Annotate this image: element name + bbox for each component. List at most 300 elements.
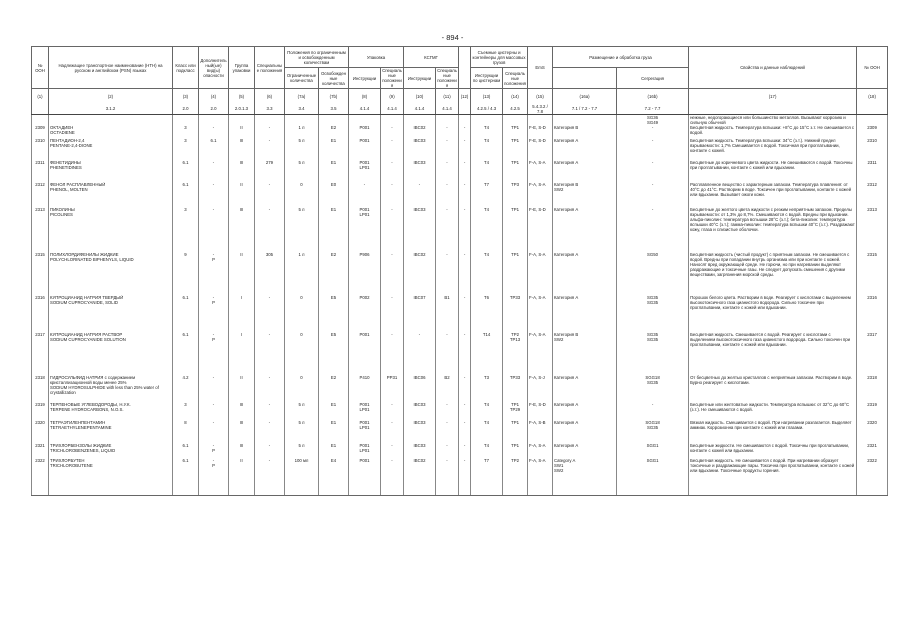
substance-name (49, 125, 173, 138)
ems-cell: F-A, S-A (528, 443, 553, 458)
packing-group-cell: II (229, 252, 255, 295)
un-cell: 2312 (32, 182, 49, 207)
un-cell: 2321 (32, 443, 49, 458)
name-russian: ТЕТРАЭТИЛЕНПЕНТАМИН (50, 420, 106, 425)
segregation-cell: - (617, 138, 689, 160)
subrisk-cell: - (199, 160, 229, 182)
properties-cell: Бесцветная жидкость. Температура вспышки: 34°C (з.т.). Нижний предел взрываемости: 1,7% Смешивается с водой. Токсичная при проглатывании, контакте с кожей. (689, 138, 857, 160)
segregation-cell: SG50 (617, 252, 689, 295)
column-number: (10) (404, 89, 436, 104)
blank-cell: - (459, 182, 471, 207)
header-subrisk: Дополнительный(ые) вид(ы) опасности (199, 47, 229, 89)
column-number: (3) (173, 89, 199, 104)
header-lq: Ограниченные количества (285, 68, 319, 89)
class-cell: 3 (173, 125, 199, 138)
header-pack-sp: Специальные положения (382, 68, 402, 88)
un-right-cell: 2318 (857, 375, 888, 402)
name-russian: ТРИХЛОРБУТЕН (50, 458, 85, 463)
tank-instruction-cell: T4 (471, 125, 503, 138)
excepted-quantity-cell: E4 (319, 458, 349, 495)
excepted-quantity-cell: E1 (319, 138, 349, 160)
ibc-instruction-cell: IBC03 (404, 420, 436, 443)
table-row (32, 182, 888, 207)
header-ibc-instr: Инструкции (404, 68, 436, 89)
properties-cell: Бесцветная жидкость (чистый продукт) с приятным запахом. Не смешивается с водой. Вредны при попадании внутрь организма или при контакте с кожей. Наносят вред окружающей среде. Не горючи, но при нагревании выделяют раздражающие и токсичные газы. Не следует допускать смешения с другими веществами, загрязнения морской среды. (689, 252, 857, 295)
ibc-instruction-cell: IBC03 (404, 443, 436, 458)
column-reference: 2.0 (173, 103, 199, 115)
header-eq: Освобожденные количества (319, 68, 349, 89)
packing-group-cell: II (229, 182, 255, 207)
un-cell: 2318 (32, 375, 49, 402)
un-right-cell: 2313 (857, 207, 888, 252)
table-header (32, 47, 888, 115)
ems-cell: F-A, S-A (528, 160, 553, 182)
un-right-cell: 2311 (857, 160, 888, 182)
header-ibc-group: КСГМГ (404, 47, 459, 68)
column-number: (2) (49, 89, 173, 104)
packing-provision-cell: - (381, 295, 404, 332)
class-cell: 6.1 (173, 182, 199, 207)
tank-instruction-cell: T4 (471, 443, 503, 458)
packing-provision-cell: - (381, 138, 404, 160)
substance-name (49, 295, 173, 332)
properties-cell: Бесцветные до коричневого цвета жидкости. Не смешиваются с водой. Токсичны при проглатывании, контакте с кожей или вдыхании. (689, 160, 857, 182)
properties-cell: Расплавленное вещество с характерным запахом. Температура плавления: от 40°C до 41°C. Растворим в воде. Токсичен при проглатывании, контакте с кожей или вдыхании. Вызывает ожоги кожи. (689, 182, 857, 207)
continuation-properties: нежные, недогорающиеся или большинство металлов. Вызывают коррозию и сильную обычной (689, 115, 857, 126)
segregation-cell: - (617, 402, 689, 420)
name-russian: ТРИХЛОРБЕНЗОЛЫ ЖИДКИЕ (50, 443, 112, 448)
stowage-cell: Категория B (553, 125, 617, 138)
ibc-instruction-cell: IBC03 (404, 160, 436, 182)
column-number: (8) (349, 89, 381, 104)
properties-cell: Бесцветные до желтого цвета жидкости с резким неприятным запахом. Пределы взрываемости: от 1,3% до 8,7%. Смешиваются с водой. Вредны при вдыхании. альфа-пиколин: температура вспышки 28°C (з.т.); бета-пиколин: температура вспышки 40°C (з.т.); гамма-пиколин: температура вспышки 40°C (з.т.). Раздражают кожу, глаза и слизистые оболочки. (689, 207, 857, 252)
packing-group-cell: III (229, 207, 255, 252)
continuation-segregation: SG36 SG49 (617, 115, 689, 126)
column-number: (16b) (617, 89, 689, 104)
ibc-provision-cell: - (436, 160, 459, 182)
limited-quantity-cell: 1 л (285, 125, 319, 138)
ibc-instruction-cell: IBC06 (404, 375, 436, 402)
column-number: (17) (689, 89, 857, 104)
limited-quantity-cell: 5 л (285, 420, 319, 443)
tank-provision-cell: TP33 (503, 295, 528, 332)
column-number: (16a) (553, 89, 617, 104)
tank-instruction-cell: T14 (471, 332, 503, 375)
header-class: Класс или подкласс (173, 47, 199, 89)
column-reference: 4.2.5 / 4.3 (471, 103, 503, 115)
tank-provision-cell: TP1 (503, 125, 528, 138)
name-english: POLYCHLORINATED BIPHENYLS, LIQUID (50, 257, 134, 262)
blank-cell: - (459, 252, 471, 295)
limited-quantity-cell: 5 л (285, 138, 319, 160)
blank-cell: - (459, 138, 471, 160)
ibc-provision-cell: - (436, 458, 459, 495)
tank-provision-cell: TP2 TP13 (503, 332, 528, 375)
class-cell: 6.1 (173, 443, 199, 458)
packing-instruction-cell: P001 LP01 (349, 443, 381, 458)
packing-group-cell: III (229, 443, 255, 458)
ibc-instruction-cell: - (404, 182, 436, 207)
column-number: (7a) (285, 89, 319, 104)
un-right-cell: 2316 (857, 295, 888, 332)
segregation-cell: SGG1 (617, 443, 689, 458)
substance-name (49, 182, 173, 207)
column-number: (13) (471, 89, 503, 104)
column-reference: 4.1.4 (349, 103, 381, 115)
limited-quantity-cell: 0 (285, 295, 319, 332)
class-cell: 6.1 (173, 332, 199, 375)
ibc-instruction-cell: - (404, 332, 436, 375)
table-row (32, 125, 888, 138)
column-reference (857, 103, 888, 115)
tank-provision-cell: TP1 TP29 (503, 402, 528, 420)
name-english: PENTANE-2,4-DIONE (50, 143, 93, 148)
subrisk-cell: 6.1 (199, 138, 229, 160)
packing-provision-cell: - (381, 160, 404, 182)
table-row (32, 458, 888, 495)
name-english: SODIUM HYDROSULPHIDE with less than 25% water of crystallization (50, 385, 159, 395)
blank-cell: - (459, 443, 471, 458)
name-english: SODIUM CUPROCYANIDE SOLUTION (50, 337, 126, 342)
name-russian: ГИДРОСУЛЬФИД НАТРИЯ с содержанием кристаллизационной воды менее 25% (50, 375, 136, 385)
tank-provision-cell: TP3 (503, 182, 528, 207)
tank-instruction-cell: T4 (471, 160, 503, 182)
column-reference: 4.1.4 (381, 103, 404, 115)
un-right-cell: 2312 (857, 182, 888, 207)
subrisk-cell: - (199, 207, 229, 252)
packing-provision-cell: - (381, 125, 404, 138)
stowage-cell: Категория B SW2 (553, 332, 617, 375)
properties-cell: Бесцветная жидкость. Смешивается с водой. Реагирует с кислотами с выделением высокотоксичного газа цианистого водорода. Сильно токсичен при проглатывании, контакте с кожей или вдыхании. (689, 332, 857, 375)
packing-group-cell: III (229, 160, 255, 182)
ems-cell: F-E, S-D (528, 138, 553, 160)
name-english: OCTADIENE (50, 130, 75, 135)
column-number: (4) (199, 89, 229, 104)
name-russian: ТЕРПЕНОВЫЕ УГЛЕВОДОРОДЫ, Н.У.К. (50, 402, 131, 407)
ems-cell: F-E, S-D (528, 207, 553, 252)
ibc-provision-cell: - (436, 138, 459, 160)
segregation-cell: - (617, 207, 689, 252)
packing-instruction-cell: P001 (349, 125, 381, 138)
subrisk-cell: - P (199, 332, 229, 375)
packing-provision-cell: - (381, 252, 404, 295)
blank-cell: - (459, 295, 471, 332)
subrisk-cell: - (199, 125, 229, 138)
column-number: (18) (857, 89, 888, 104)
packing-instruction-cell: - (349, 182, 381, 207)
tank-instruction-cell: T6 (471, 295, 503, 332)
ibc-instruction-cell: IBC03 (404, 402, 436, 420)
packing-instruction-cell: P906 (349, 252, 381, 295)
ems-cell: F-A, S-J (528, 375, 553, 402)
column-reference: 3.4 (285, 103, 319, 115)
segregation-cell: SG35 SG35 (617, 332, 689, 375)
special-provisions-cell: 279 (255, 160, 285, 182)
column-reference: 3.5 (319, 103, 349, 115)
properties-cell: Бесцветная жидкость. Не смешивается с водой. При нагревании образует токсичные и раздражающие пары. Токсична при проглатывании, контакте с кожей или вдыхании. Токсичные продукты горения. (689, 458, 857, 495)
blank-cell: - (459, 125, 471, 138)
header-pack-instr: Инструкции (349, 68, 381, 89)
blank-cell: - (459, 160, 471, 182)
header-limited-quantities-group: Положения по ограниченным и освобожденным количествам (285, 47, 349, 68)
ems-cell: F-E, S-D (528, 402, 553, 420)
packing-provision-cell: - (381, 402, 404, 420)
column-number: (11) (436, 89, 459, 104)
tank-provision-cell: TP1 (503, 138, 528, 160)
ibc-provision-cell: - (436, 420, 459, 443)
blank-cell: - (459, 207, 471, 252)
subrisk-cell: - P (199, 443, 229, 458)
table-row (32, 332, 888, 375)
limited-quantity-cell: 5 л (285, 443, 319, 458)
table-row (32, 402, 888, 420)
segregation-cell: - (617, 160, 689, 182)
substance-name (49, 332, 173, 375)
table-row (32, 252, 888, 295)
header-tank-sp: Специальные положения (503, 68, 528, 89)
packing-group-cell: I (229, 332, 255, 375)
special-provisions-cell: - (255, 443, 285, 458)
table-body (32, 115, 888, 496)
column-reference: 3.3 (255, 103, 285, 115)
class-cell: 3 (173, 402, 199, 420)
name-english: TETRAETHYLENEPENTAMINE (50, 425, 112, 430)
packing-instruction-cell: P001 LP01 (349, 402, 381, 420)
tank-provision-cell: TP1 (503, 443, 528, 458)
substance-name (49, 207, 173, 252)
stowage-cell: Category A SW1 SW2 (553, 458, 617, 495)
class-cell: 9 (173, 252, 199, 295)
name-russian: ПОЛИХЛОРДИФЕНИЛЫ ЖИДКИЕ (50, 252, 119, 257)
un-cell: 2317 (32, 332, 49, 375)
column-reference: 5.4.3.2 / 7.8 (528, 103, 553, 115)
limited-quantity-cell: 0 (285, 182, 319, 207)
un-cell: 2316 (32, 295, 49, 332)
name-english: PICOLINES (50, 212, 73, 217)
header-properties: Свойства и данные наблюдений (689, 47, 857, 89)
un-cell: 2315 (32, 252, 49, 295)
excepted-quantity-cell: E5 (319, 332, 349, 375)
column-number: (6) (255, 89, 285, 104)
subrisk-cell: - P (199, 458, 229, 495)
name-english: PHENOL, MOLTEN (50, 187, 88, 192)
header-stowage-group: Размещение и обработка груза (553, 47, 689, 68)
name-english: TRICHLOROBENZENES, LIQUID (50, 448, 116, 453)
packing-instruction-cell: P001 (349, 332, 381, 375)
un-cell: 2310 (32, 138, 49, 160)
special-provisions-cell: 305 (255, 252, 285, 295)
packing-group-cell: II (229, 458, 255, 495)
segregation-cell: SGG18 SG35 (617, 420, 689, 443)
segregation-cell: SG35 SG35 (617, 295, 689, 332)
un-cell: 2319 (32, 402, 49, 420)
name-english: PHENETIDINES (50, 165, 82, 170)
subrisk-cell: - P (199, 295, 229, 332)
segregation-cell: - (617, 125, 689, 138)
dangerous-goods-list-sheet (31, 46, 882, 618)
stowage-cell: Категория A (553, 252, 617, 295)
limited-quantity-cell: 0 (285, 332, 319, 375)
name-russian: КУПРОЦИАНИД НАТРИЯ ТВЕРДЫЙ (50, 295, 124, 300)
class-cell: 4.2 (173, 375, 199, 402)
ibc-instruction-cell: IBC07 (404, 295, 436, 332)
excepted-quantity-cell: E5 (319, 295, 349, 332)
header-special-provisions: Специальные положения (255, 47, 285, 89)
packing-instruction-cell: P001 LP01 (349, 420, 381, 443)
substance-name (49, 375, 173, 402)
ems-cell: F-E, S-D (528, 125, 553, 138)
packing-instruction-cell: P001 LP01 (349, 160, 381, 182)
ibc-provision-cell: - (436, 252, 459, 295)
stowage-cell: Категория A (553, 420, 617, 443)
class-cell: 3 (173, 138, 199, 160)
un-cell: 2311 (32, 160, 49, 182)
packing-provision-cell: - (381, 207, 404, 252)
header-tank-instr: Инструкции по цистернам (471, 68, 503, 89)
special-provisions-cell: - (255, 420, 285, 443)
subrisk-cell: - (199, 375, 229, 402)
tank-instruction-cell: T4 (471, 138, 503, 160)
column-reference (459, 103, 471, 115)
packing-group-cell: III (229, 420, 255, 443)
limited-quantity-cell: 5 л (285, 402, 319, 420)
column-reference: 2.0.1.3 (229, 103, 255, 115)
un-right-cell: 2309 (857, 125, 888, 138)
column-reference: 2.0 (199, 103, 229, 115)
special-provisions-cell: - (255, 402, 285, 420)
un-cell: 2320 (32, 420, 49, 443)
tank-instruction-cell: T4 (471, 420, 503, 443)
tank-instruction-cell: T7 (471, 458, 503, 495)
column-reference: 4.2.5 (503, 103, 528, 115)
blank-cell: - (459, 375, 471, 402)
tank-instruction-cell: T4 (471, 252, 503, 295)
name-russian: ПИКОЛИНЫ (50, 207, 75, 212)
tank-instruction-cell: T3 (471, 375, 503, 402)
packing-provision-cell: - (381, 458, 404, 495)
properties-cell: Бесцветные или желтоватые жидкости. Температура вспышки: от 32°C до 60°C (з.т.). Не смешиваются с водой. (689, 402, 857, 420)
packing-group-cell: I (229, 295, 255, 332)
ems-cell: F-A, S-B (528, 420, 553, 443)
un-right-cell: 2317 (857, 332, 888, 375)
ibc-provision-cell: - (436, 125, 459, 138)
limited-quantity-cell: 0 (285, 375, 319, 402)
properties-cell: Бесцветные жидкости. Не смешиваются с водой. Токсичны при проглатывании, контакте с кожей или вдыхании. (689, 443, 857, 458)
limited-quantity-cell: 5 л (285, 207, 319, 252)
substance-name (49, 443, 173, 458)
excepted-quantity-cell: E1 (319, 207, 349, 252)
un-right-cell: 2310 (857, 138, 888, 160)
blank-cell: - (459, 332, 471, 375)
segregation-cell: SGG1 (617, 458, 689, 495)
name-russian: ФЕНЕТИДИНЫ (50, 160, 81, 165)
table-row (32, 375, 888, 402)
ems-cell: F-A, S-A (528, 252, 553, 295)
stowage-cell: Категория A (553, 402, 617, 420)
special-provisions-cell: - (255, 458, 285, 495)
excepted-quantity-cell: E2 (319, 375, 349, 402)
special-provisions-cell: - (255, 332, 285, 375)
table-row (32, 207, 888, 252)
column-reference: 7.1 / 7.2 - 7.7 (553, 103, 617, 115)
ibc-instruction-cell: IBC02 (404, 252, 436, 295)
subrisk-cell: - (199, 420, 229, 443)
table-row (32, 138, 888, 160)
limited-quantity-cell: 100 мл (285, 458, 319, 495)
tank-instruction-cell: T4 (471, 402, 503, 420)
class-cell: 8 (173, 420, 199, 443)
ems-cell: F-A, S-A (528, 458, 553, 495)
packing-group-cell: III (229, 402, 255, 420)
properties-cell: Вязкая жидкость. Смешивается с водой. При нагревании разлагается. Выделяет аммиак. Коррозионна при контакте с кожей или глазами. (689, 420, 857, 443)
name-russian: ФЕНОЛ РАСПЛАВЛЕННЫЙ (50, 182, 106, 187)
ibc-instruction-cell: IBC02 (404, 458, 436, 495)
header-packing-group-title: Упаковка (349, 47, 404, 68)
packing-provision-cell: - (381, 420, 404, 443)
tank-instruction-cell: T7 (471, 182, 503, 207)
properties-cell: От бесцветных до желтых кристаллов с неприятным запахом. Растворим в воде. Бурно реагирует с кислотами. (689, 375, 857, 402)
column-number: (12) (459, 89, 471, 104)
tank-provision-cell: TP1 (503, 420, 528, 443)
substance-name (49, 420, 173, 443)
special-provisions-cell: - (255, 182, 285, 207)
ibc-provision-cell: - (436, 182, 459, 207)
name-russian: ОКТАДИЕН (50, 125, 74, 130)
column-reference: 4.1.4 (436, 103, 459, 115)
name-russian: КУПРОЦИАНИД НАТРИЯ РАСТВОР (50, 332, 123, 337)
header-segregation: Сегрегация (617, 68, 689, 89)
packing-group-cell: II (229, 375, 255, 402)
excepted-quantity-cell: E2 (319, 252, 349, 295)
segregation-cell: SGG18 SG35 (617, 375, 689, 402)
tank-provision-cell: TP1 (503, 207, 528, 252)
packing-instruction-cell: P001 LP01 (349, 207, 381, 252)
packing-provision-cell: - (381, 182, 404, 207)
class-cell: 3 (173, 207, 199, 252)
header-name: Надлежащее транспортное наименование (НТН) на русском и английском (PSN) языках (49, 47, 173, 89)
column-reference: 7.2 - 7.7 (617, 103, 689, 115)
column-reference: 3.1.2 (49, 103, 173, 115)
class-cell: 6.1 (173, 160, 199, 182)
table-row (32, 160, 888, 182)
dangerous-goods-table (31, 46, 888, 496)
special-provisions-cell: - (255, 125, 285, 138)
special-provisions-cell: - (255, 138, 285, 160)
packing-provision-cell: PP31 (381, 375, 404, 402)
segregation-cell: - (617, 182, 689, 207)
ibc-provision-cell: - (436, 443, 459, 458)
substance-name (49, 458, 173, 495)
column-reference: 4.1.4 (404, 103, 436, 115)
un-cell: 2313 (32, 207, 49, 252)
name-russian: ПЕНТАДИОН-2,4 (50, 138, 85, 143)
header-ibc-sp: Специальные положения (437, 68, 457, 88)
stowage-cell: Категория A (553, 207, 617, 252)
stowage-cell: Категория A (553, 443, 617, 458)
ibc-instruction-cell: IBC03 (404, 207, 436, 252)
column-number: (15) (528, 89, 553, 104)
header-ems: EmS (528, 47, 553, 89)
tank-provision-cell: TP33 (503, 375, 528, 402)
special-provisions-cell: - (255, 207, 285, 252)
excepted-quantity-cell: E2 (319, 125, 349, 138)
name-english: TERPENE HYDROCARBONS, N.O.S. (50, 407, 124, 412)
name-english: SODIUM CUPROCYANIDE, SOLID (50, 300, 118, 305)
ems-cell: F-A, S-A (528, 182, 553, 207)
excepted-quantity-cell: E0 (319, 182, 349, 207)
limited-quantity-cell: 1 л (285, 252, 319, 295)
page-number: - 894 - (441, 33, 464, 42)
